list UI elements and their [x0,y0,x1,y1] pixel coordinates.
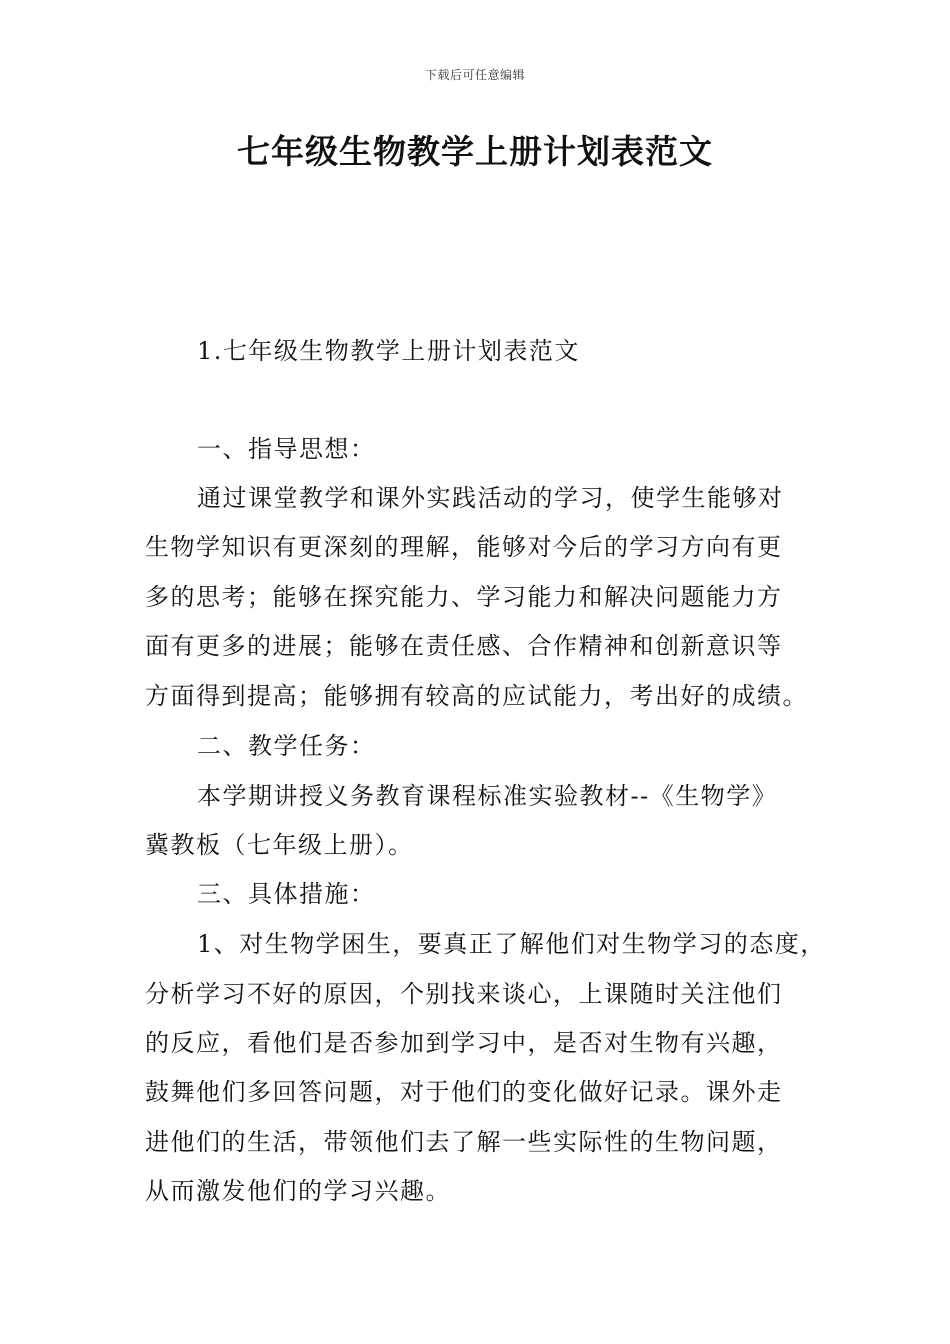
section-heading-teaching-tasks: 二、教学任务： [197,732,376,760]
paragraph-line: 的反应，看他们是否参加到学习中，是否对生物有兴趣， [145,1029,783,1057]
download-note: 下载后可任意编辑 [424,68,525,82]
paragraph-line: 面有更多的进展；能够在责任感、合作精神和创新意识等 [145,632,783,660]
paragraph-line: 生物学知识有更深刻的理解，能够对今后的学习方向有更 [145,533,783,561]
section-heading-numbered: 1.七年级生物教学上册计划表范文 [197,337,580,365]
paragraph-line: 1、对生物学困生，要真正了解他们对生物学习的态度， [197,930,826,958]
document-title: 七年级生物教学上册计划表范文 [237,132,713,171]
paragraph-line: 方面得到提高；能够拥有较高的应试能力，考出好的成绩。 [145,682,808,710]
paragraph-line: 进他们的生活，带领他们去了解一些实际性的生物问题， [145,1128,783,1156]
paragraph-line: 鼓舞他们多回答问题，对于他们的变化做好记录。课外走 [145,1078,783,1106]
section-heading-guiding-ideology: 一、指导思想： [197,435,376,463]
paragraph-line: 分析学习不好的原因，个别找来谈心，上课随时关注他们 [145,980,783,1008]
paragraph-line: 从而激发他们的学习兴趣。 [145,1177,451,1205]
paragraph-line: 本学期讲授义务教育课程标准实验教材--《生物学》 [197,782,778,810]
paragraph-line: 通过课堂教学和课外实践活动的学习，使学生能够对 [197,484,784,512]
section-heading-specific-measures: 三、具体措施： [197,880,376,908]
paragraph-line: 多的思考；能够在探究能力、学习能力和解决问题能力方 [145,583,783,611]
paragraph-line: 冀教板（七年级上册）。 [145,831,414,859]
